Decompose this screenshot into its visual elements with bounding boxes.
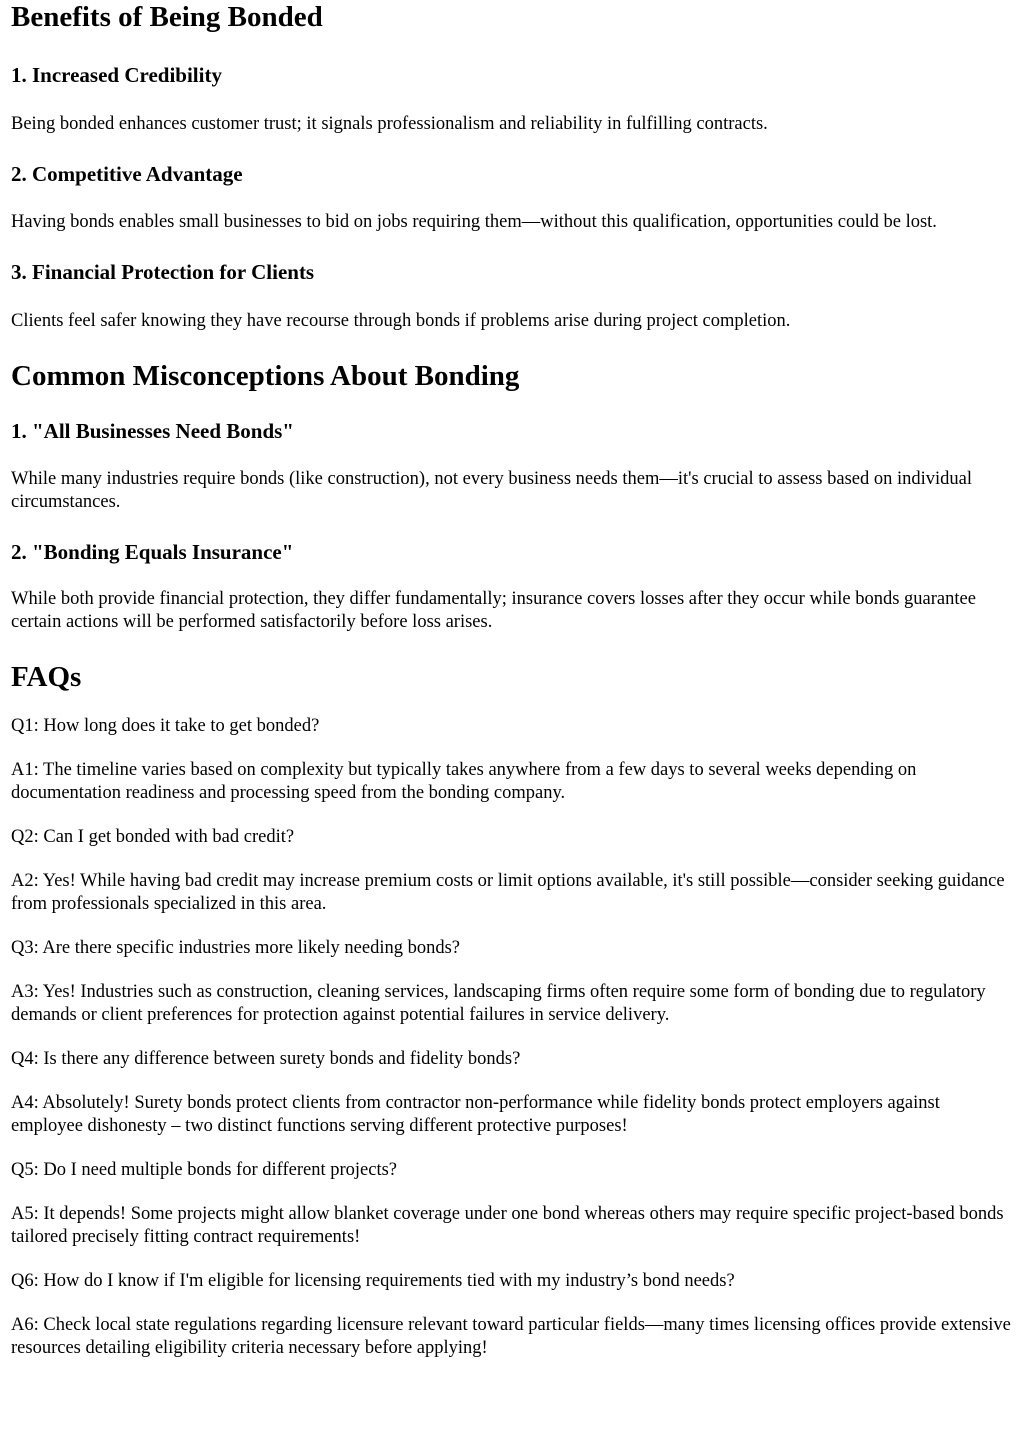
faq-answer: A6: Check local state regulations regarding licensure relevant toward particular fields—many times licensing offices provide extensive resources detailing eligibility criteria necessary before applying! xyxy=(11,1315,1011,1358)
misconception-heading-insurance: 2. "Bonding Equals Insurance" xyxy=(11,540,294,564)
benefit-text-competitive: Having bonds enables small businesses to bid on jobs requiring them—without this qualification, opportunities could be lost. xyxy=(11,212,937,232)
benefit-heading-credibility: 1. Increased Credibility xyxy=(11,63,222,87)
misconceptions-title: Common Misconceptions About Bonding xyxy=(11,360,520,392)
faq-question: Q2: Can I get bonded with bad credit? xyxy=(11,827,295,847)
faqs-title: FAQs xyxy=(11,661,82,693)
faq-answer: A2: Yes! While having bad credit may increase premium costs or limit options available, it's still possible—consider seeking guidance from professionals specialized in this area. xyxy=(11,871,1005,914)
benefit-heading-financial: 3. Financial Protection for Clients xyxy=(11,260,315,284)
faq-question: Q5: Do I need multiple bonds for different projects? xyxy=(11,1160,397,1180)
misconception-heading-all-businesses: 1. "All Businesses Need Bonds" xyxy=(11,419,294,443)
faq-answer: A1: The timeline varies based on complexity but typically takes anywhere from a few days to several weeks depending on documentation readiness and processing speed from the bonding company. xyxy=(11,760,917,803)
misconception-text-all-businesses: While many industries require bonds (like construction), not every business needs them—it's crucial to assess based on individual circumstances. xyxy=(11,469,973,512)
faq-question: Q3: Are there specific industries more likely needing bonds? xyxy=(11,938,461,958)
benefits-title: Benefits of Being Bonded xyxy=(11,1,323,33)
faq-answer: A5: It depends! Some projects might allow blanket coverage under one bond whereas others may require specific project-based bonds tailored precisely fitting contract requirements! xyxy=(11,1204,1004,1247)
faq-question: Q4: Is there any difference between surety bonds and fidelity bonds? xyxy=(11,1049,521,1069)
faq-question: Q6: How do I know if I'm eligible for licensing requirements tied with my industry’s bond needs? xyxy=(11,1271,735,1291)
misconception-text-insurance: While both provide financial protection, they differ fundamentally; insurance covers losses after they occur while bonds guarantee certain actions will be performed satisfactorily before loss arises. xyxy=(11,589,976,632)
benefit-text-credibility: Being bonded enhances customer trust; it signals professionalism and reliability in fulfilling contracts. xyxy=(11,114,768,134)
faq-answer: A4: Absolutely! Surety bonds protect clients from contractor non-performance while fidelity bonds protect employers against employee dishonesty – two distinct functions serving different protective purposes! xyxy=(11,1093,940,1136)
faq-answer: A3: Yes! Industries such as construction, cleaning services, landscaping firms often require some form of bonding due to regulatory demands or client preferences for protection against potential failures in service delivery. xyxy=(11,982,986,1025)
benefit-heading-competitive: 2. Competitive Advantage xyxy=(11,162,243,186)
faq-question: Q1: How long does it take to get bonded? xyxy=(11,716,320,736)
benefit-text-financial: Clients feel safer knowing they have recourse through bonds if problems arise during project completion. xyxy=(11,311,791,331)
